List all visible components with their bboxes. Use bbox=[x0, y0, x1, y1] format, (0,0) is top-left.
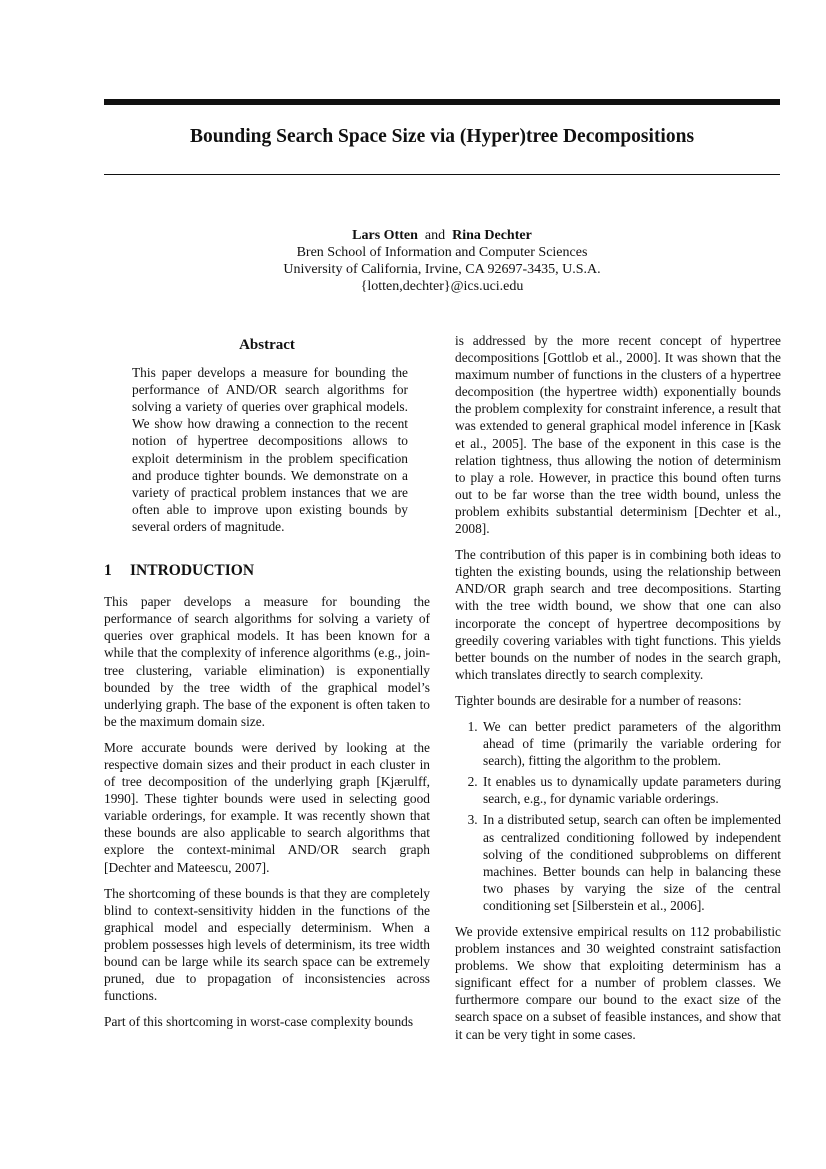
section-title: INTRODUCTION bbox=[130, 562, 255, 580]
title-rule-bottom bbox=[104, 174, 780, 175]
list-item: 2. It enables us to dynamically update parameters during search, e.g., for dynamic variable orderings. bbox=[481, 773, 781, 807]
abstract-heading: Abstract bbox=[239, 337, 295, 353]
author-conjunction: and bbox=[424, 228, 446, 243]
author-email: {lotten,dechter}@ics.uci.edu bbox=[360, 279, 524, 294]
intro-paragraph-4: Part of this shortcoming in worst-case complexity bounds bbox=[104, 1014, 414, 1030]
author-affiliation: Bren School of Information and Computer Sciences bbox=[296, 245, 588, 260]
abstract-text: This paper develops a measure for bounding the performance of AND/OR search algorithms for solving a variety of queries over graphical models. We show how drawing a connection to the recent notion of hypertree decompositions allows to exploit determinism in the problem specification and produce tighter bounds. We demonstrate on a variety of practical problem instances that we are often able to improve upon existing bounds by several orders of magnitude. bbox=[132, 365, 408, 534]
right-column bbox=[455, 332, 781, 1052]
author-name-2: Rina Dechter bbox=[452, 228, 532, 243]
left-column bbox=[104, 337, 430, 1039]
author-names bbox=[104, 227, 780, 244]
author-address: University of California, Irvine, CA 92697-3435, U.S.A. bbox=[283, 262, 601, 277]
list-item: 3. In a distributed setup, search can often be implemented as centralized conditioning followed by independent solving of the conditioned subproblems on different machines. Better bounds can help in balancing these two phases by varying the size of the central conditioning set [Silberstein et al., 2006]. bbox=[481, 811, 781, 914]
author-name-1: Lars Otten bbox=[352, 228, 418, 243]
intro-paragraph-6: The contribution of this paper is in combining both ideas to tighten the existing bounds, using the relationship between AND/OR graph search and tree decompositions. Starting with the tree width bound, we show that one can also incorporate the concept of hypertree decompositions by greedily covering variables with tight functions. This yields better bounds on the number of nodes in the search graph, which translates directly to search complexity. bbox=[455, 547, 781, 682]
title-rule-top bbox=[104, 99, 780, 105]
intro-paragraph-8: We provide extensive empirical results on 112 probabilistic problem instances and 30 weighted constraint satisfaction problems. We show that exploiting determinism has a significant effect for a number of problem classes. We furthermore compare our bound to the exact size of the search space on a subset of feasible instances, and show that it can be very tight in some cases. bbox=[455, 924, 781, 1042]
intro-paragraph-3: The shortcoming of these bounds is that they are completely blind to context-sensitivity hidden in the functions of the graphical model and especially determinism. When a problem possesses high levels of determinism, its tree width bound can be large while its search space can be extremely pruned, due to propagation of inconsistencies across functions. bbox=[104, 885, 430, 1004]
section-heading bbox=[104, 562, 430, 579]
reasons-list bbox=[455, 718, 781, 914]
intro-paragraph-1: This paper develops a measure for bounding the performance of search algorithms for solving a variety of queries over graphical models. It has been known for a while that the complexity of inference algorithms (e.g., join-tree clustering, variable elimination) is exponentially bounded by the tree width of the graphical model’s underlying graph. The base of the exponent is often taken to be the maximum domain size. bbox=[104, 594, 430, 729]
intro-paragraph-5: is addressed by the more recent concept of hypertree decompositions [Gottlob et al., 2000]. It was shown that the maximum number of functions in the clusters of a hypertree decomposition (the hypertree width) exponentially bounds the problem complexity for constraint inference, a result that was extended to general graphical model inference in [Kask et al., 2005]. The base of the exponent in this case is the relation tightness, thus allowing the notion of determinism to play a role. However, in practice this bound often turns out to be far worse than the tree width bound, unless the problem exhibits substantial determinism [Dechter et al., 2008]. bbox=[455, 333, 781, 537]
list-item: 1. We can better predict parameters of the algorithm ahead of time (primarily the variable ordering for search), fitting the algorithm to the problem. bbox=[481, 718, 781, 769]
intro-paragraph-7: Tighter bounds are desirable for a number of reasons: bbox=[455, 692, 742, 708]
author-block bbox=[104, 227, 780, 295]
paper-title: Bounding Search Space Size via (Hyper)tree Decompositions bbox=[189, 126, 695, 147]
section-number: 1 bbox=[104, 562, 112, 580]
intro-paragraph-2: More accurate bounds were derived by looking at the respective domain sizes and their product in each cluster in of tree decomposition of the underlying graph [Kjærulff, 1990]. These tighter bounds were used in selecting good variable orderings, for example. It was recently shown that these bounds are also applicable to search algorithms that explore the context-minimal AND/OR search graph [Dechter and Mateescu, 2007]. bbox=[104, 739, 430, 875]
